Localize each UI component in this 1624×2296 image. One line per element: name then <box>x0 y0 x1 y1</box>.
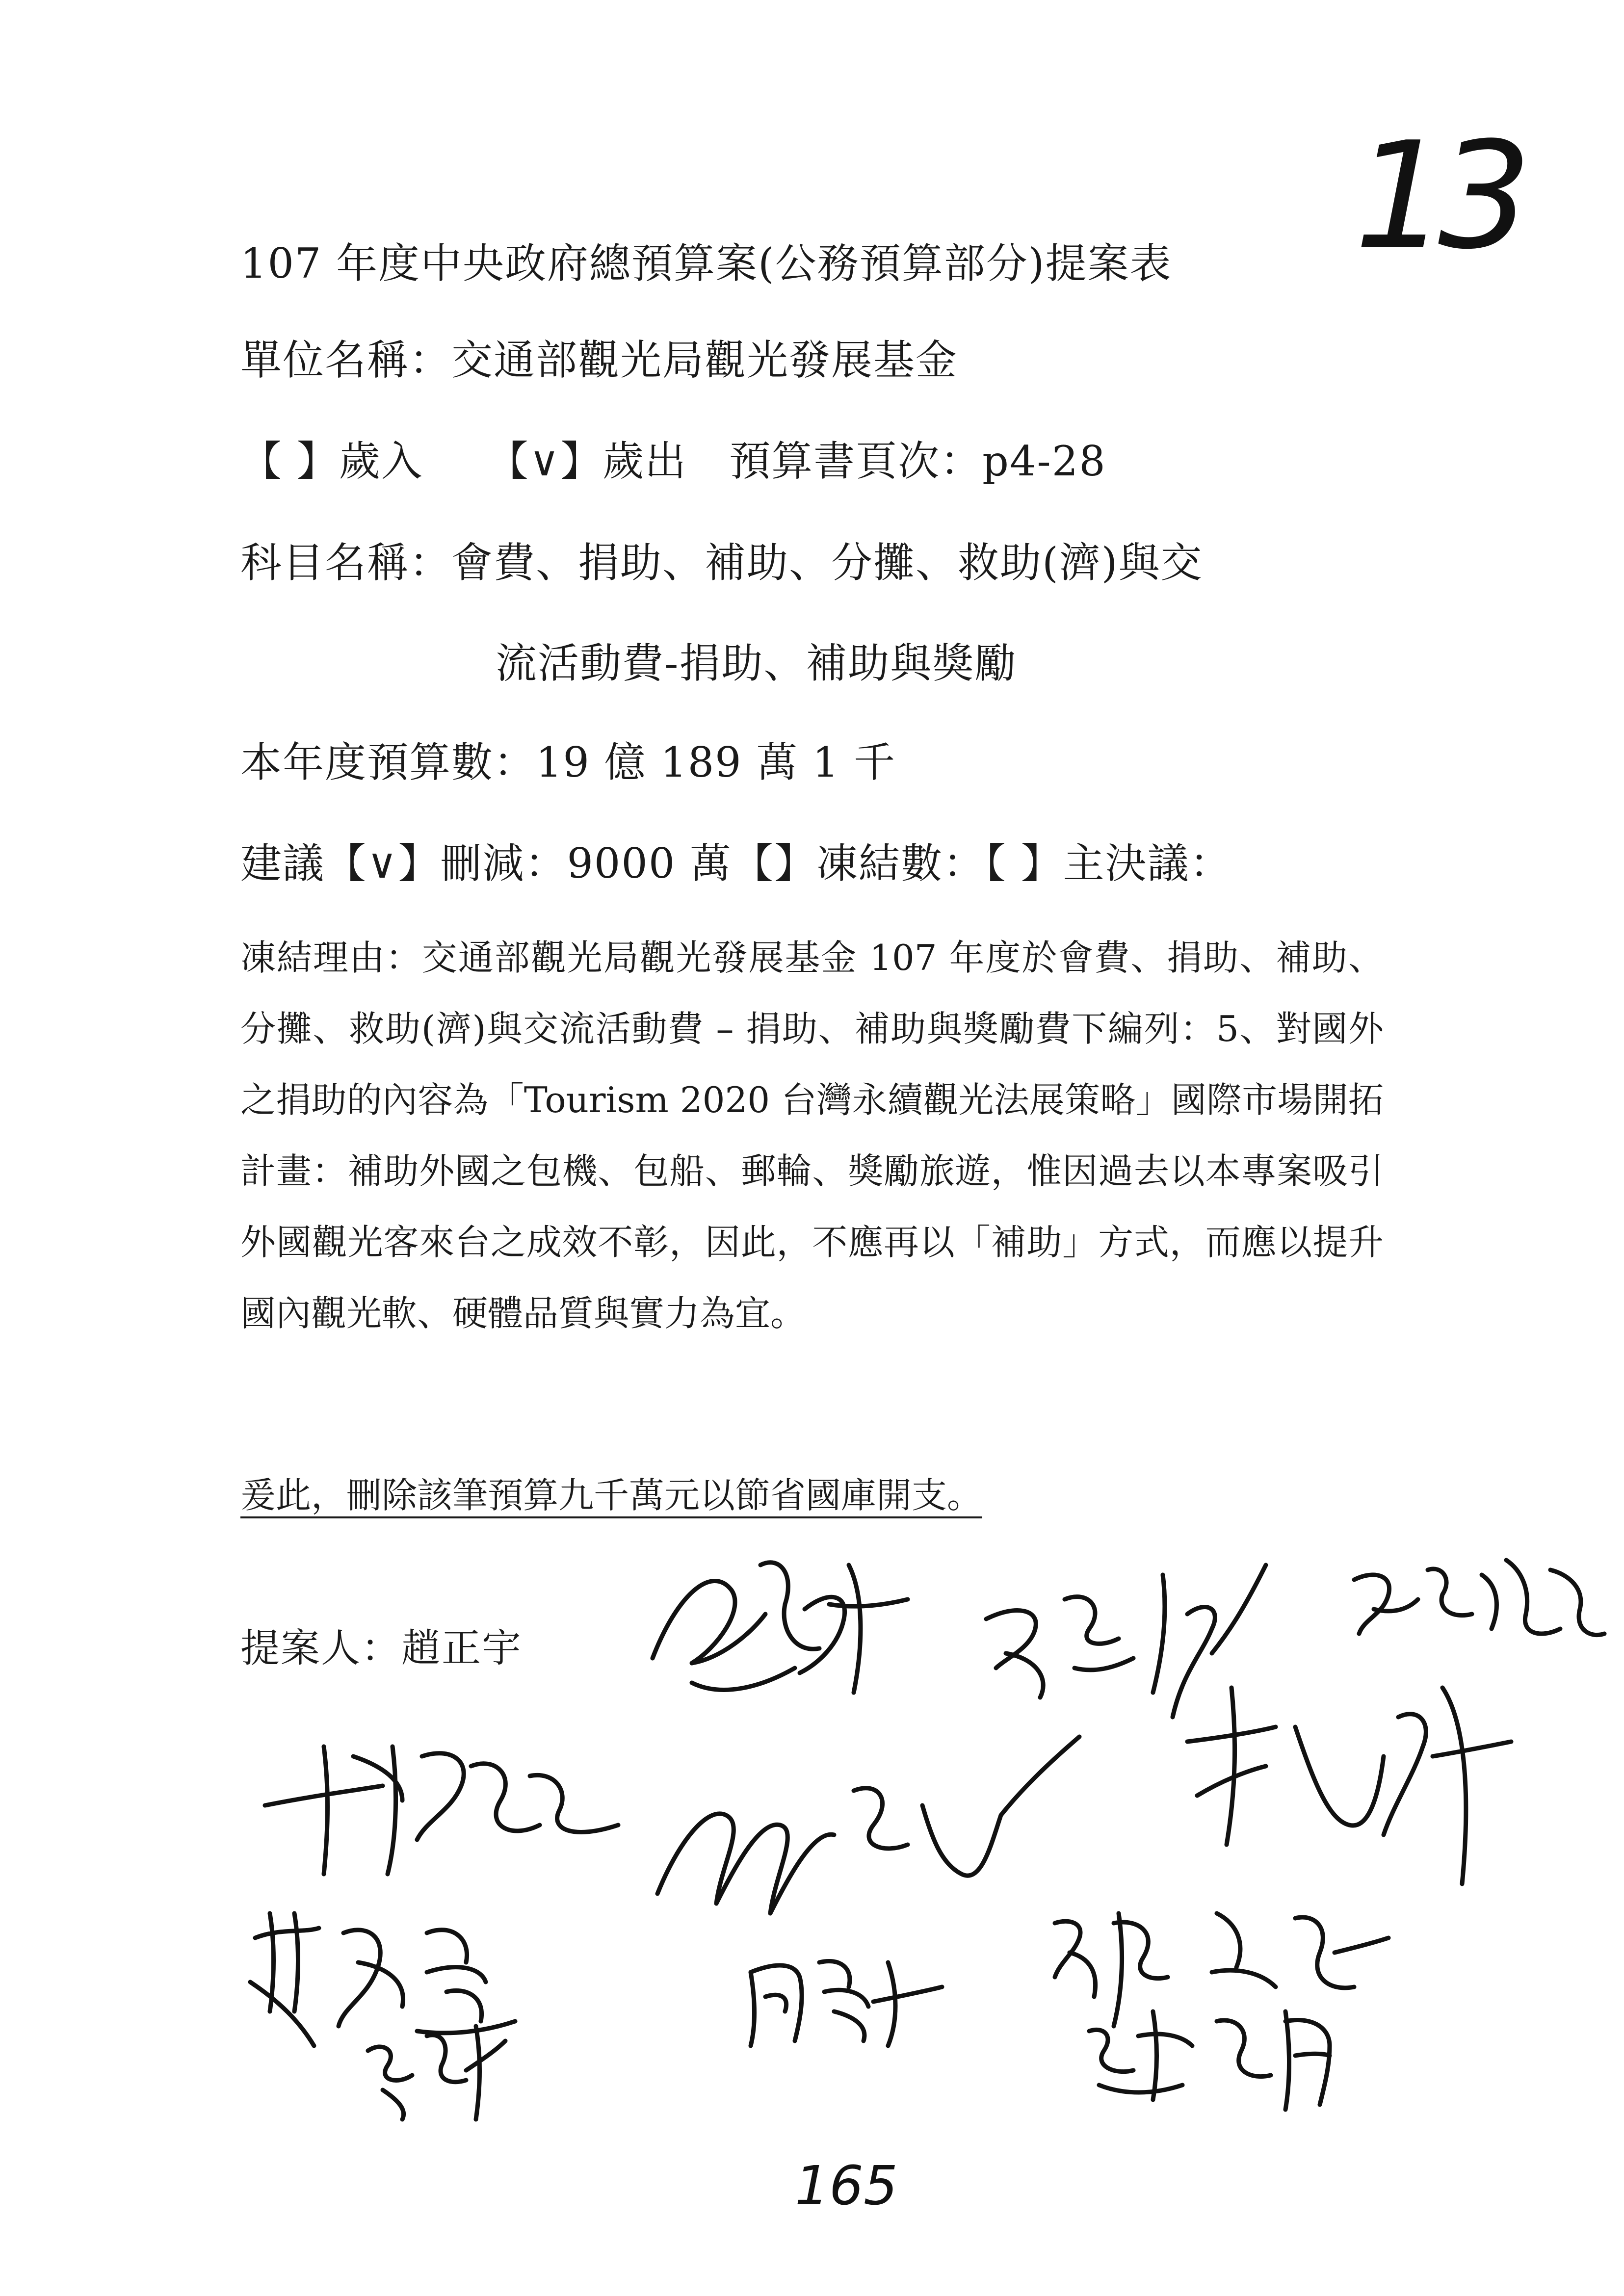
revenue-expense-line: 【 】歲入 【∨】歲出 預算書頁次：p4-28 <box>240 437 1106 485</box>
signature-4 <box>255 1727 628 1884</box>
proposer-line: 提案人：趙正宇 <box>240 1625 522 1671</box>
signature-6 <box>1168 1658 1521 1913</box>
signature-3 <box>1344 1540 1609 1658</box>
subject-name-line-1: 科目名稱：會費、捐助、補助、分攤、救助(濟)與交 <box>240 539 1203 587</box>
unit-name-line: 單位名稱：交通部觀光局觀光發展基金 <box>240 336 958 384</box>
freeze-reason-paragraph: 凍結理由：交通部觀光局觀光發展基金 107 年度於會費、捐助、補助、分攤、救助(濟)與交流活動費 – 捐助、補助與獎勵費下編列：5、對國外之捐助的內容為「Tourism 2020 台灣永續觀光法展策略」國際市場開拓計畫：補助外國之包機、包船、郵輪、獎勵旅遊，惟因過去以本專案吸引外國觀光客來台之成效不彰，因此，不應再以「補助」方式，而應以提升國內觀光軟、硬體品質與實力為宜。 <box>240 937 1384 1334</box>
signature-1 <box>633 1536 917 1742</box>
signature-9 <box>741 1943 947 2051</box>
handwritten-page-mark: 13 <box>1354 110 1522 282</box>
conclusion-line: 爰此，刪除該筆預算九千萬元以節省國庫開支。 <box>240 1475 983 1516</box>
page-title: 107 年度中央政府總預算案(公務預算部分)提案表 <box>240 239 1172 287</box>
suggestion-line: 建議【∨】刪減：9000 萬【】凍結數：【 】主決議： <box>240 839 1232 887</box>
signature-8 <box>353 2011 510 2124</box>
subject-name-line-2: 流活動費-捐助、補助與獎勵 <box>496 639 1017 687</box>
budget-amount-line: 本年度預算數：19 億 189 萬 1 千 <box>240 738 896 786</box>
handwritten-page-number: 165 <box>795 2154 898 2217</box>
signature-5 <box>648 1717 1109 1933</box>
signature-11 <box>1074 1992 1369 2114</box>
